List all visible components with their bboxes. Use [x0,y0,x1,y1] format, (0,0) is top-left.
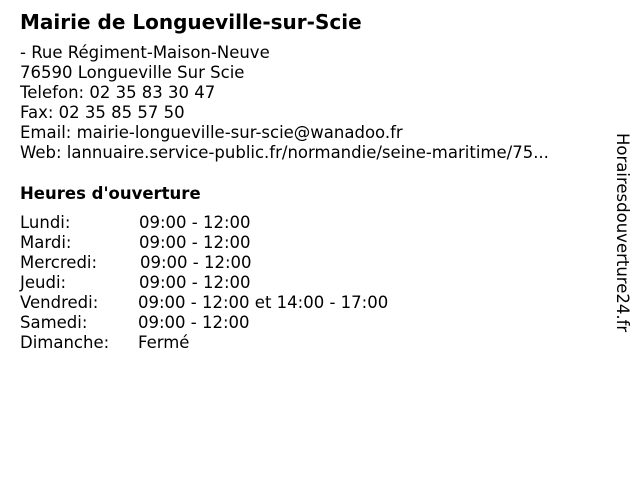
time-value: 09:00 - 12:00 [139,273,251,292]
day-label: Jeudi: [20,273,67,292]
day-label: Samedi: [20,313,88,332]
day-label: Lundi: [20,213,71,232]
time-value: 09:00 - 12:00 et 14:00 - 17:00 [138,293,389,312]
address-block [20,43,549,163]
site-credit-vertical [612,133,632,373]
web-line: Web: lannuaire.service-public.fr/normandie/seine-maritime/75... [20,143,549,162]
time-value: 09:00 - 12:00 [139,213,251,232]
day-label: Mercredi: [20,253,98,272]
phone-line: Telefon: 02 35 83 30 47 [20,83,216,102]
day-label: Dimanche: [20,333,110,352]
day-label: Vendredi: [20,293,99,312]
email-line: Email: mairie-longueville-sur-scie@wanadoo.fr [20,123,403,142]
opening-hours-heading: Heures d'ouverture [20,184,201,203]
street-line: - Rue Régiment-Maison-Neuve [20,43,270,62]
fax-line: Fax: 02 35 85 57 50 [20,103,185,122]
time-value: 09:00 - 12:00 [140,253,252,272]
day-label: Mardi: [20,233,72,252]
page-title: Mairie de Longueville-sur-Scie [20,10,362,34]
time-value: Fermé [138,333,190,352]
site-credit-text: Horairesdouverture24.fr [613,133,632,333]
time-value: 09:00 - 12:00 [139,233,251,252]
city-line: 76590 Longueville Sur Scie [20,63,245,82]
time-value: 09:00 - 12:00 [138,313,250,332]
